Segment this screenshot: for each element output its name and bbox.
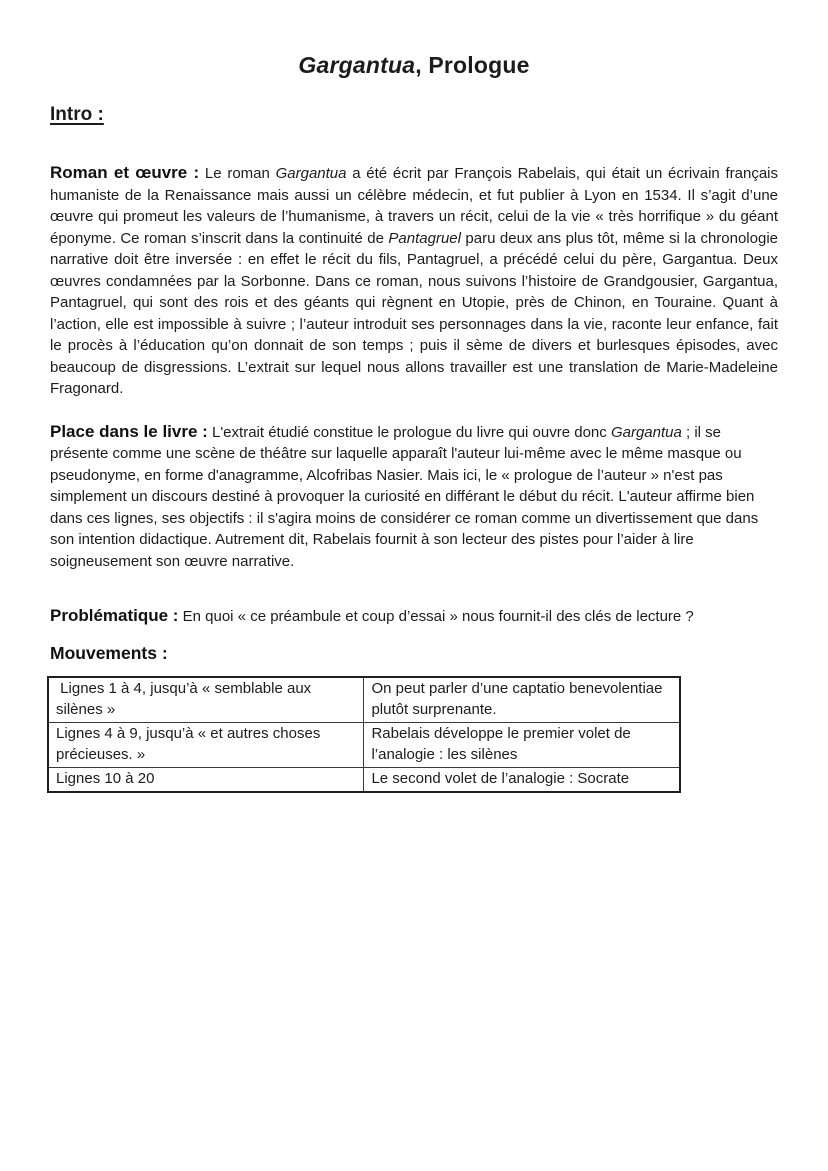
table-row-3 (48, 767, 680, 792)
table-row-2-summary-cell: Rabelais développe le premier volet de l’analogie : les silènes (364, 722, 680, 767)
paragraph-problematique (50, 605, 778, 628)
table-row-2 (48, 722, 680, 767)
place-run-2: ; il se présente comme une scène de théâtre sur laquelle apparaît l'auteur lui-même avec le même masque ou pseudonyme, en forme d'anagramme, Alcofribas Nasier. Mais ici, le « prologue de l’auteur » n'est pas simplement un discours destiné à provoquer la curiosité en différant le début du récit. L'auteur affirme bien dans ces lignes, ses objectifs : il s'agira moins de considérer ce roman comme un divertissement que dans son intention didactique. Autrement dit, Rabelais fournit à son lecteur des pistes pour l’aider à lire soigneusement son œuvre narrative. (50, 423, 759, 570)
place-dans-le-livre-label: Place dans le livre : (50, 421, 208, 441)
place-run-1: L'extrait étudié constitue le prologue du livre qui ouvre donc (207, 423, 611, 441)
roman-run-2: a été écrit par François Rabelais, qui était un écrivain français humaniste de la Renaissance mais aussi un célèbre médecin, et fut publier à Lyon en 1534. Il s’agit d’une œuvre qui promeut les valeurs de l’humanisme, à travers un récit, celui de la vie « très horrifique » du géant éponyme. Ce roman s’inscrit dans la continuité de (50, 165, 778, 247)
intro-heading: Intro : (50, 104, 104, 125)
paragraph-place-dans-le-livre (50, 421, 778, 573)
title-work-name: Gargantua (298, 52, 416, 78)
problematique-text: En quoi « ce préambule et coup d’essai » nous fournit-il des clés de lecture ? (178, 608, 694, 625)
title-rest: , Prologue (415, 52, 530, 78)
roman-run-3: paru deux ans plus tôt, même si la chronologie narrative doit être inversée : en effet le récit du fils, Pantagruel, a précédé celui du père, Gargantua. Deux œuvres condamnées par la Sorbonne. Dans ce roman, nous suivons l’histoire de Grandgousier, Gargantua, Pantagruel, qui sont des rois et des géants qui règnent en Utopie, près de Chinon, en Touraine. Quant à l’action, elle est impossible à suivre ; l’auteur introduit ses personnages dans la vie, raconte leur enfance, fait le procès à l’éducation qu’on donnait de son temps ; puis il sème de divers et burlesques épisodes, avec beaucoup de disgressions. L’extrait sur lequel nous allons travailler est une translation de Marie-Madeleine Fragonard. (50, 229, 778, 397)
mouvements-heading: Mouvements : (50, 642, 168, 663)
table-row-1-summary-cell: On peut parler d’une captatio benevolentiae plutôt surprenante. (364, 677, 680, 723)
roman-run-1: Le roman (199, 165, 276, 182)
table-row-3-lines-cell: Lignes 10 à 20 (48, 767, 364, 792)
table-row-2-lines-cell: Lignes 4 à 9, jusqu’à « et autres choses précieuses. » (48, 722, 364, 767)
roman-work-title-gargantua: Gargantua (275, 165, 347, 182)
mouvements-table (47, 676, 681, 793)
paragraph-roman-et-oeuvre (50, 162, 778, 400)
table-row-1-lines-cell: Lignes 1 à 4, jusqu’à « semblable aux silènes » (48, 677, 364, 723)
roman-et-oeuvre-label: Roman et œuvre : (50, 163, 200, 182)
table-row-3-summary-cell: Le second volet de l’analogie : Socrate (364, 767, 680, 792)
place-work-title-gargantua: Gargantua (610, 423, 682, 441)
problematique-label: Problématique : (50, 606, 179, 625)
roman-work-title-pantagruel: Pantagruel (388, 229, 461, 247)
table-row-1 (48, 677, 680, 723)
document-title (50, 50, 778, 80)
